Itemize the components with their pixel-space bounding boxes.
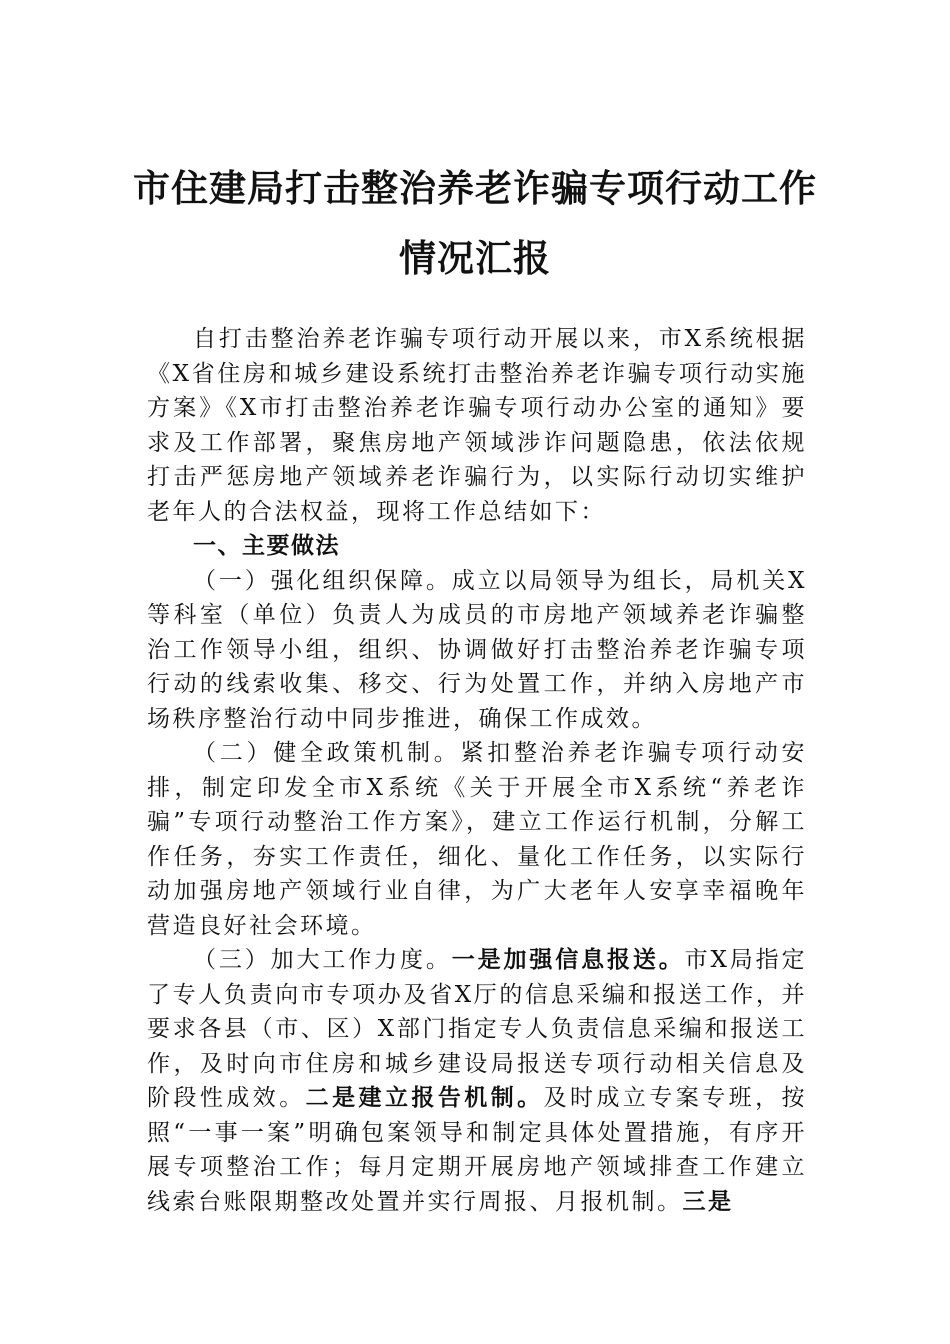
- item3-bold-3: 三是: [682, 1187, 734, 1215]
- item3-text-2: 及时成立专案专班，按照“一事一案”明确包案领导和制定具体处置措施，有序开展专项整治工作；每月定期开展房地产领域排查工作建立线索台账限期整改处置并实行周报、月报机制。: [147, 1085, 807, 1215]
- intro-paragraph: 自打击整治养老诈骗专项行动开展以来，市X系统根据《X省住房和城乡建设系统打击整治养老诈骗专项行动实施方案》《X市打击整治养老诈骗专项行动办公室的通知》要求及工作部署，聚焦房地产领域涉诈问题隐患，依法依规打击严惩房地产领域养老诈骗行为，以实际行动切实维护老年人的合法权益，现将工作总结如下：: [147, 326, 807, 525]
- item3-bold-1: 一是加强信息报送。: [451, 946, 685, 973]
- document-title-line-1: 市住建局打击整治养老诈骗专项行动工作: [133, 166, 817, 210]
- item3-prefix: （三）加大工作力度。: [193, 947, 452, 973]
- item3-text-1: 市X局指定了专人负责向市专项办及省X厅的信息采编和报送工作，并要求各县（市、区）X部门指定专人负责信息采编和报送工作，及时向市住房和城乡建设局报送专项行动相关信息及阶段性成效。: [147, 947, 807, 1111]
- paragraph-policy-mechanism: （二）健全政策机制。紧扣整治养老诈骗专项行动安排，制定印发全市X系统《关于开展全市X系统“养老诈骗”专项行动整治工作方案》，建立工作运行机制，分解工作任务，夯实工作责任，细化、量化工作任务，以实际行动加强房地产领域行业自律，为广大老年人安享幸福晚年营造良好社会环境。: [147, 740, 807, 939]
- item3-bold-2: 二是建立报告机制。: [305, 1084, 544, 1111]
- document-title-line-2: 情况汇报: [399, 236, 551, 280]
- section-heading-main-practices: 一、主要做法: [193, 533, 340, 559]
- paragraph-organization-guarantee: （一）强化组织保障。成立以局领导为组长，局机关X等科室（单位）负责人为成员的市房地产领域养老诈骗整治工作领导小组，组织、协调做好打击整治养老诈骗专项行动的线索收集、移交、行为处置工作，并纳入房地产市场秩序整治行动中同步推进，确保工作成效。: [147, 567, 807, 732]
- paragraph-work-intensity: [147, 943, 807, 1219]
- document-body: [147, 322, 807, 1219]
